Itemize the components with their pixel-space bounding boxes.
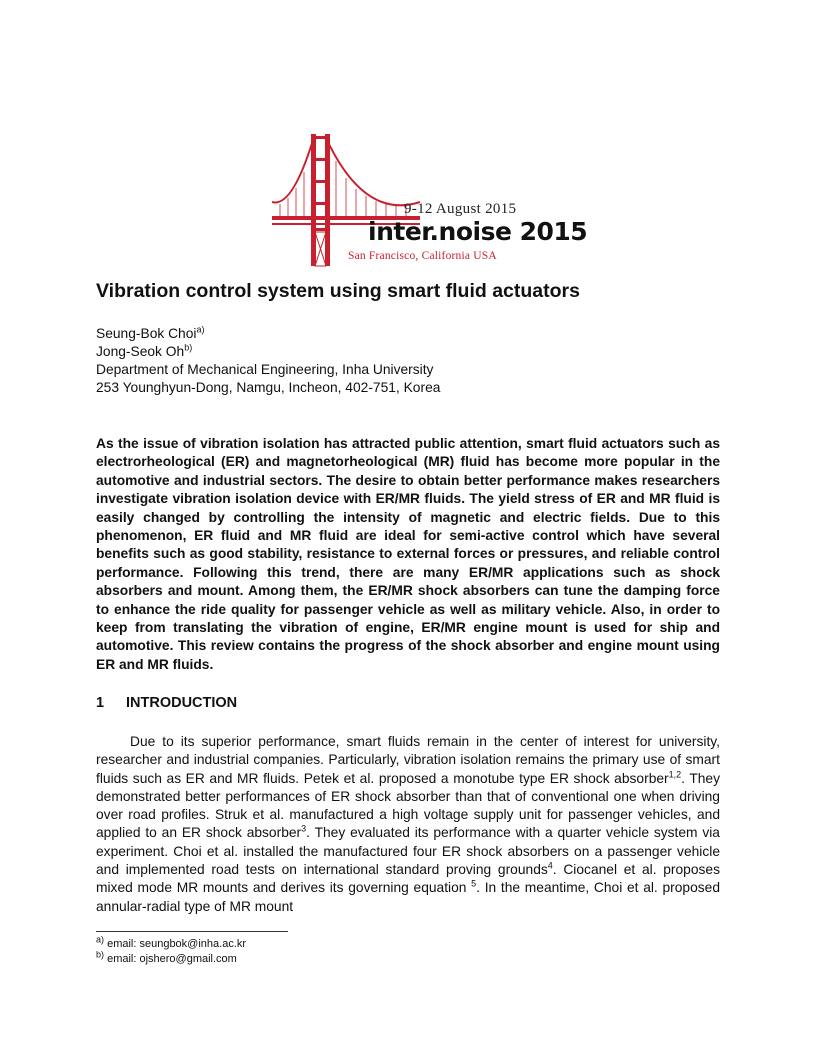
intro-text: . Ciocanel et al. proposes mixed mode MR mounts and derives its governing equation <box>96 862 720 896</box>
footnote-a <box>96 934 247 952</box>
citation: 4 <box>547 860 553 871</box>
author-mark: a) <box>196 324 205 335</box>
intro-text: . They evaluated its performance with a quarter vehicle system via experiment. Choi et al. installed the manufactured four ER shock absorbers on a passenger vehicle and implemented road tests on international standard proving grounds <box>96 825 720 878</box>
affiliation-address: 253 Younghyun-Dong, Namgu, Incheon, 402-751, Korea <box>96 380 441 395</box>
footnote-mark: b) <box>96 949 105 960</box>
footnotes <box>96 934 247 967</box>
golden-gate-bridge-icon <box>270 128 550 268</box>
intro-text: . They demonstrated better performances of ER shock absorber than that of conventional one when driving over road profiles. Struk et al. manufactured a high voltage supply unit for passenger vehicles, and applied to an ER shock absorber <box>96 770 720 841</box>
author-name: Seung-Bok Choi <box>96 326 197 341</box>
author-2 <box>96 343 440 361</box>
paper-title: Vibration control system using smart fluid actuators <box>96 280 580 302</box>
author-name: Jong-Seok Oh <box>96 344 185 359</box>
abstract: As the issue of vibration isolation has attracted public attention, smart fluid actuators such as electrorheological (ER) and magnetorheological (MR) fluid has become more popular in the automotive and industrial sectors. The desire to obtain better performance makes researchers investigate vibration isolation device with ER/MR fluids. The yield stress of ER and MR fluid is easily changed by controlling the intensity of magnetic and electric fields. Due to this phenomenon, ER fluid and MR fluid are ideal for semi-active control which have several benefits such as good stability, resistance to external forces or pressures, and reliable control performance. Following this trend, there are many ER/MR applications such as shock absorbers and mount. Among them, the ER/MR shock absorbers can tune the damping force to enhance the ride quality for passenger vehicle as well as military vehicle. Also, in order to keep from translating the vibration of engine, ER/MR engine mount is used for ship and automotive. This review contains the progress of the shock absorber and engine mount using ER and MR fluids. <box>96 436 720 672</box>
section-title: INTRODUCTION <box>126 695 238 711</box>
footnote-mark: a) <box>96 934 105 945</box>
footnote-email: email: seungbok@inha.ac.kr <box>104 938 247 950</box>
section-heading <box>96 695 237 711</box>
conference-logo <box>270 128 588 268</box>
intro-text: Due to its superior performance, smart fluids remain in the center of interest for university, researcher and industrial companies. Particularly, vibration isolation remains the primary use of smart fluids such as ER and MR fluids. Petek et al. proposed a monotube type ER shock absorber <box>96 734 720 786</box>
citation: 3 <box>301 823 307 834</box>
affiliation-department: Department of Mechanical Engineering, Inha University <box>96 362 434 377</box>
section-number: 1 <box>96 695 105 711</box>
footnote-email: email: ojshero@gmail.com <box>104 953 237 965</box>
citation: 5 <box>471 878 477 889</box>
author-block <box>96 325 440 397</box>
introduction-paragraph <box>96 733 720 916</box>
author-mark: b) <box>184 342 193 353</box>
conference-location: San Francisco, California USA <box>348 250 497 262</box>
citation: 1,2 <box>668 769 682 779</box>
conference-date: 9-12 August 2015 <box>404 201 517 217</box>
author-1 <box>96 325 440 343</box>
footnote-divider <box>96 931 288 932</box>
conference-name: inter.noise 2015 <box>368 217 588 246</box>
intro-text: . In the meantime, Choi et al. proposed annular-radial type of MR mount <box>96 880 720 914</box>
footnote-b <box>96 949 246 967</box>
